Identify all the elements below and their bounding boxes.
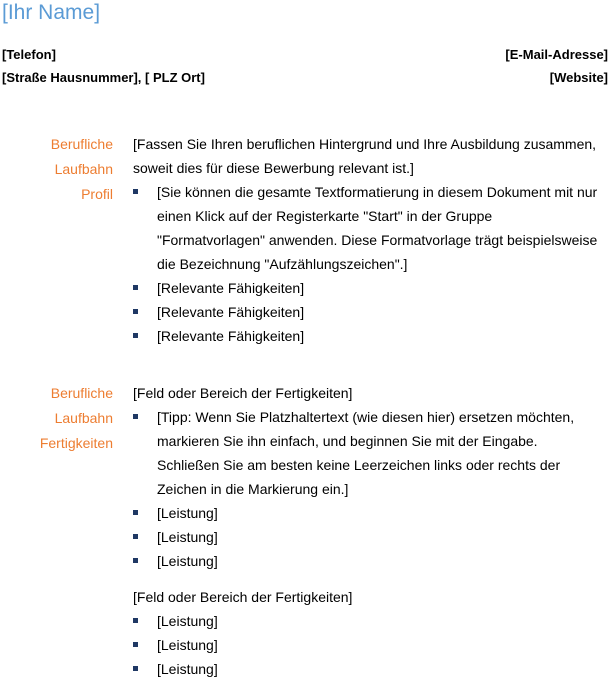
- skill-group-heading: [Feld oder Bereich der Fertigkeiten]: [133, 385, 353, 401]
- profile-summary: [Fassen Sie Ihren beruflichen Hintergrund und Ihre Ausbildung zusammen, soweit dies für diese Bewerbung relevant ist.]: [133, 136, 597, 176]
- list-item: [Leistung]: [133, 525, 603, 549]
- section-title-line: Berufliche: [50, 136, 113, 152]
- website: [Website]: [549, 70, 608, 85]
- resume-name: [Ihr Name]: [2, 1, 101, 24]
- section-title-line: Profil: [81, 186, 113, 202]
- address: [Straße Hausnummer], [ PLZ Ort]: [2, 70, 205, 85]
- list-item: [Tipp: Wenn Sie Platzhaltertext (wie diesen hier) ersetzen möchten, markieren Sie ihn einfach, und beginnen Sie mit der Eingabe. Schließen Sie am besten keine Leerzeichen links oder rechts der Zeichen in die Markierung ein.]: [133, 405, 603, 501]
- phone: [Telefon]: [2, 47, 56, 62]
- list-item: [Relevante Fähigkeiten]: [133, 300, 603, 324]
- profile-body: [133, 132, 603, 348]
- list-item: [Leistung]: [133, 633, 603, 657]
- profile-bullet-list: [133, 180, 603, 348]
- list-item: [Leistung]: [133, 609, 603, 633]
- skills-section-title: [40, 381, 113, 456]
- section-title-line: Laufbahn: [54, 410, 113, 426]
- skill-bullet-list: [133, 609, 603, 681]
- list-item: [Relevante Fähigkeiten]: [133, 276, 603, 300]
- list-item: [Relevante Fähigkeiten]: [133, 324, 603, 348]
- list-item: [Sie können die gesamte Textformatierung in diesem Dokument mit nur einen Klick auf der Registerkarte "Start" in der Gruppe "Formatvorlagen" anwenden. Diese Formatvorlage trägt beispielsweise die Bezeichnung "Aufzählungszeichen".]: [133, 180, 603, 276]
- skills-body: [133, 381, 603, 681]
- skill-bullet-list: [133, 405, 603, 573]
- email: [E-Mail-Adresse]: [505, 47, 608, 62]
- section-title-line: Berufliche: [50, 385, 113, 401]
- section-title-line: Fertigkeiten: [39, 435, 113, 451]
- skill-group-heading: [Feld oder Bereich der Fertigkeiten]: [133, 589, 353, 605]
- section-title-line: Laufbahn: [54, 161, 113, 177]
- list-item: [Leistung]: [133, 657, 603, 681]
- list-item: [Leistung]: [133, 501, 603, 525]
- list-item: [Leistung]: [133, 549, 603, 573]
- profile-section-title: [51, 132, 113, 207]
